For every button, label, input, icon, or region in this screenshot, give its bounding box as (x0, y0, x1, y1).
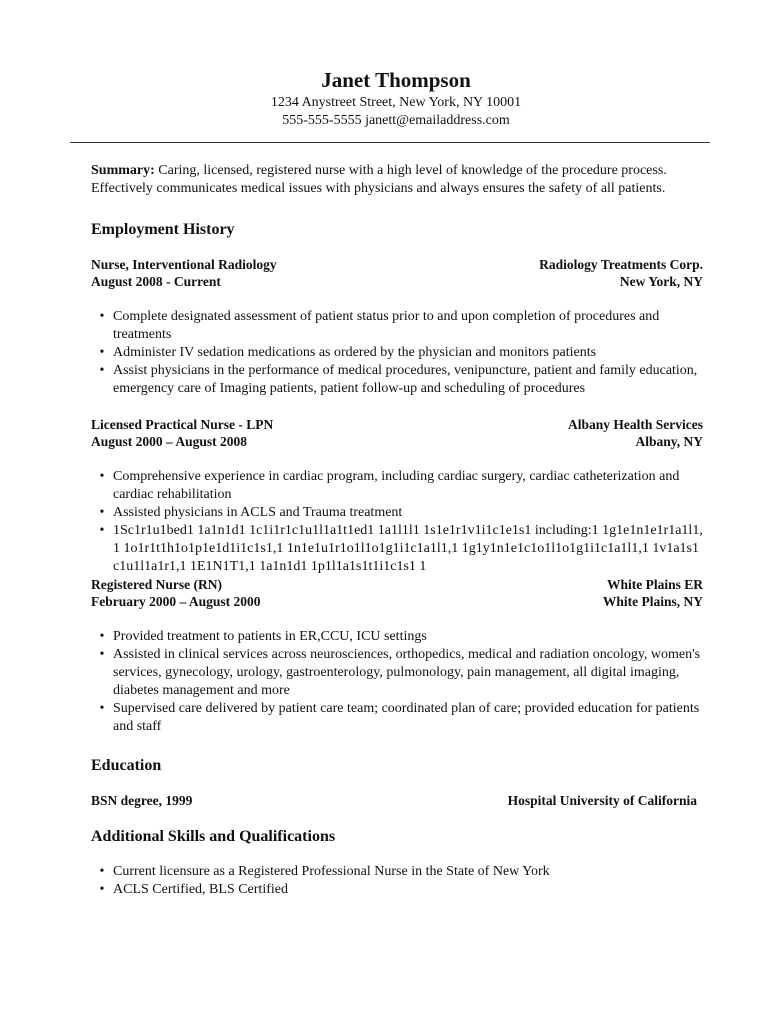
address-line: 1234 Anystreet Street, New York, NY 10001 (270, 95, 522, 110)
job-entry (91, 576, 703, 736)
bullet-icon (91, 468, 113, 486)
job-title-row (91, 416, 703, 433)
job-dates-row (91, 593, 703, 610)
job-employer: White Plains ER (606, 577, 703, 592)
job-location: New York, NY (619, 274, 703, 289)
job-employer: Radiology Treatments Corp. (539, 257, 703, 272)
job-title-row (91, 256, 703, 273)
bullet-icon (91, 881, 113, 899)
job-entry (91, 256, 703, 398)
job-dates-row (91, 273, 703, 290)
job-duties-list (91, 628, 703, 736)
job-dates-row (91, 433, 703, 450)
summary-text: Caring, licensed, registered nurse with a high level of knowledge of the procedure process. Effectively communicates medical issues with physicians and always ensures the safety of all patients. (91, 163, 667, 196)
list-item: •1Sc1r1u1bed1 1a1n1d1 1c1i1r1c1u1l1a1t1ed1 1a1l1l1 1s1e1r1v1i1c1e1s1 including:1 1g1e1n1e1r1a1l1,1 1o1r1t1h1o1p1e1d1i1c1s1,1 1n1e1u1r1o1l1o1g1i1c1a1l1,1 1g1y1n1e1c1o1l1o1g1i1c1a1l1,1 1v1a1s1c1u1l1a1r1,1 1E1N1T1,1 1a1n1d1 1p1l1a1s1t1i1c1s1 1 (91, 522, 703, 576)
bullet-icon (91, 522, 113, 540)
bullet-icon (91, 344, 113, 362)
job-dates: February 2000 – August 2000 (91, 594, 261, 609)
bullet-icon (91, 308, 113, 326)
bullet-icon (91, 646, 113, 664)
list-item: •Supervised care delivered by patient care team; coordinated plan of care; provided education for patients and staff (91, 700, 703, 736)
list-item: •Administer IV sedation medications as ordered by the physician and monitors patients (91, 344, 703, 362)
list-item: •Current licensure as a Registered Professional Nurse in the State of New York (91, 863, 703, 881)
bullet-icon (91, 504, 113, 522)
bullet-icon (91, 628, 113, 646)
list-item: •Complete designated assessment of patient status prior to and upon completion of procedures and treatments (91, 308, 703, 344)
job-title: Nurse, Interventional Radiology (91, 257, 277, 272)
job-dates: August 2008 - Current (91, 274, 221, 289)
bullet-icon (91, 700, 113, 718)
job-employer: Albany Health Services (568, 417, 703, 432)
job-title: Licensed Practical Nurse - LPN (91, 417, 274, 432)
education-heading: Education (91, 757, 162, 774)
education-row (91, 792, 703, 809)
employment-history-heading: Employment History (91, 221, 235, 238)
resume-body (91, 162, 703, 899)
summary-label: Summary: (91, 163, 155, 178)
list-item: •Assisted physicians in ACLS and Trauma treatment (91, 504, 703, 522)
resume-header (0, 66, 768, 130)
list-item: •Comprehensive experience in cardiac program, including cardiac surgery, cardiac catheterization and cardiac rehabilitation (91, 468, 703, 504)
job-duties-list (91, 308, 703, 398)
skills-list (91, 863, 703, 899)
header-divider (70, 142, 710, 143)
degree: BSN degree, 1999 (91, 793, 193, 808)
list-item: •Assisted in clinical services across neurosciences, orthopedics, medical and radiation oncology, women's services, gynecology, urology, gastroenterology, pulmonology, pain management, all digital imaging, diabetes management and more (91, 646, 703, 700)
bullet-icon (91, 863, 113, 881)
school-name: Hospital University of California (507, 793, 697, 808)
job-location: White Plains, NY (602, 594, 703, 609)
job-dates: August 2000 – August 2008 (91, 434, 248, 449)
job-location: Albany, NY (635, 434, 703, 449)
skills-heading: Additional Skills and Qualifications (91, 828, 336, 845)
bullet-icon (91, 362, 113, 380)
list-item: •ACLS Certified, BLS Certified (91, 881, 703, 899)
job-title: Registered Nurse (RN) (91, 577, 222, 592)
job-entry (91, 416, 703, 576)
summary-paragraph (91, 162, 703, 198)
list-item: •Provided treatment to patients in ER,CCU, ICU settings (91, 628, 703, 646)
phone-email-line: 555-555-5555 janett@emailaddress.com (282, 113, 510, 128)
list-item: •Assist physicians in the performance of medical procedures, venipuncture, patient and family education, emergency care of Imaging patients, patient follow-up and scheduling of procedures (91, 362, 703, 398)
job-title-row (91, 576, 703, 593)
candidate-name: Janet Thompson (321, 68, 471, 92)
job-duties-list (91, 468, 703, 576)
